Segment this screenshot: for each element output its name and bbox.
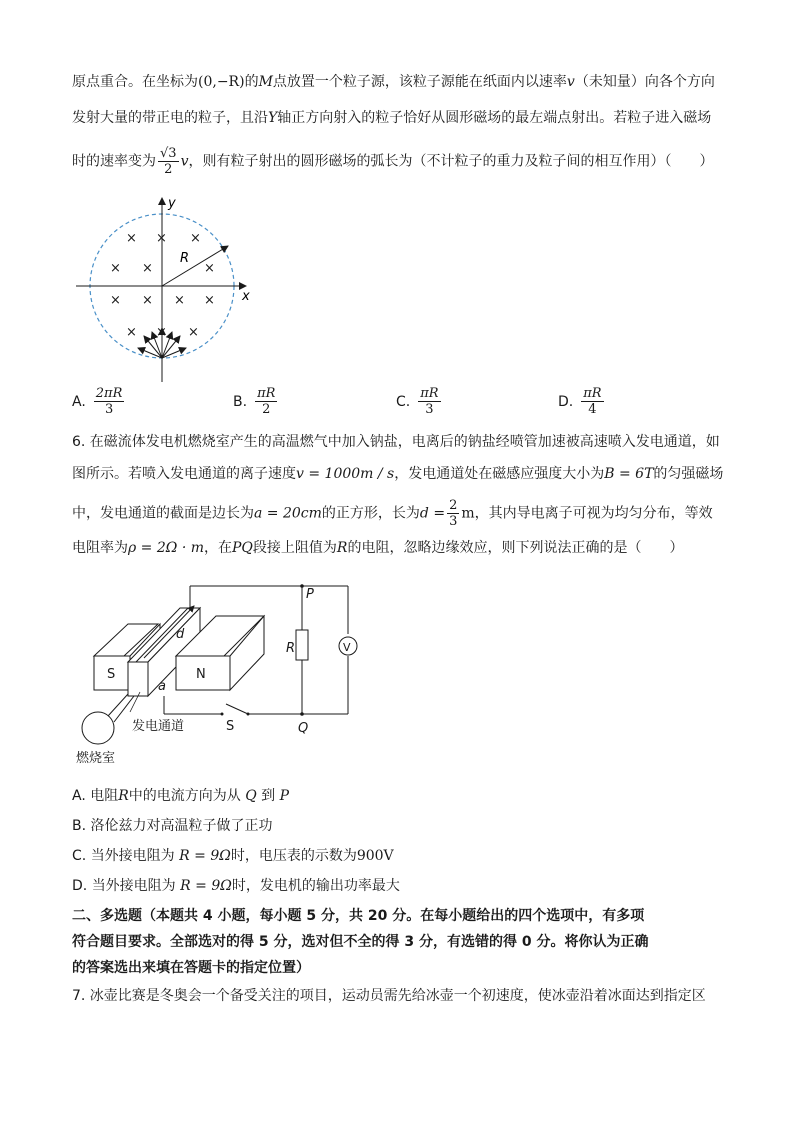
text: 的 <box>244 74 259 90</box>
option-label: B. <box>72 818 87 834</box>
text: （未知量）向各个方向 <box>574 74 715 90</box>
text: 点放置一个粒子源，该粒子源能在纸面内以速率 <box>272 74 567 90</box>
text: 6. 在磁流体发电机燃烧室产生的高温燃气中加入钠盐，电离后的钠盐经喷管加速被高速喷入发电通道，如 <box>72 434 720 450</box>
label-voltmeter: V <box>343 641 351 654</box>
text: ，其内导电离子可视为均匀分布，等效 <box>474 505 713 522</box>
denominator: 3 <box>104 402 114 417</box>
label-r: R <box>286 641 296 656</box>
point-q: Q <box>245 788 257 804</box>
option-label: A. <box>72 788 86 804</box>
text: 符合题目要求。全部选对的得 5 分，选对但不全的得 3 分，有选错的得 0 分。将你认为正确 <box>72 934 649 950</box>
numerator: πR <box>257 386 276 401</box>
cross: × <box>174 293 185 308</box>
cross: × <box>126 325 137 340</box>
text: 段接上阻值为 <box>252 540 337 556</box>
text: 原点重合。在坐标为 <box>72 74 198 90</box>
option-label: D. <box>558 393 574 410</box>
label-x: x <box>242 289 250 304</box>
denominator: 2 <box>164 162 173 177</box>
text: 的匀强磁场 <box>653 466 724 482</box>
text: ，在 <box>204 540 233 556</box>
q6-line-3 <box>72 498 713 529</box>
option-label: C. <box>72 848 87 864</box>
ion-speed: v = 1000m / s <box>296 466 395 482</box>
resistance-value: R = 9Ω <box>179 848 231 864</box>
text: ，发电通道处在磁感应强度大小为 <box>394 466 605 482</box>
option-fraction <box>94 386 125 417</box>
var-r: R <box>336 540 348 556</box>
label-a: a <box>158 679 166 694</box>
resistor-r <box>296 630 308 660</box>
channel-front <box>128 662 148 696</box>
text: 发射大量的带正电的粒子，且沿 <box>72 110 268 126</box>
coordinate: (0,−R) <box>198 74 245 90</box>
text: 时的速率变为 <box>72 153 156 170</box>
axis-y: Y <box>268 110 278 126</box>
q5-option-b[interactable] <box>233 386 279 417</box>
option-label: A. <box>72 393 86 410</box>
section-2-heading-line-2 <box>72 932 648 952</box>
option-label: C. <box>396 393 411 410</box>
q5-line-2 <box>72 108 711 128</box>
resistance-value: R = 9Ω <box>180 878 232 894</box>
text: 当外接电阻为 <box>91 878 176 894</box>
label-s-magnet: S <box>107 667 116 682</box>
q6-line-2 <box>72 464 723 484</box>
nozzle <box>114 696 134 722</box>
switch-contact <box>221 713 224 716</box>
point-m: M <box>258 74 273 90</box>
magnetic-field-figure <box>70 192 260 384</box>
text: 时，电压表的示数为 <box>230 848 357 864</box>
cross: × <box>190 231 201 246</box>
label-switch: S <box>226 719 235 734</box>
text: 时，发电机的输出功率最大 <box>231 878 400 894</box>
switch-contact <box>247 713 250 716</box>
node-p <box>300 584 304 588</box>
cross: × <box>204 293 215 308</box>
length-fraction <box>447 498 459 529</box>
mhd-generator-figure <box>72 572 364 768</box>
option-fraction <box>581 386 603 417</box>
text: 的答案选出来填在答题卡的指定位置） <box>72 960 310 976</box>
label-n-magnet: N <box>196 667 206 682</box>
text: 中的电流方向为从 <box>128 788 241 804</box>
option-label: B. <box>233 393 248 410</box>
q7-line-1 <box>72 986 706 1006</box>
length-var: d = <box>419 505 446 522</box>
q5-line-1 <box>72 72 715 92</box>
label-channel: 发电通道 <box>132 719 185 734</box>
text: 电阻率为 <box>72 540 128 556</box>
q6-option-c[interactable] <box>72 846 394 866</box>
speed-fraction <box>158 146 179 177</box>
q6-option-a[interactable] <box>72 786 289 806</box>
q5-line-3 <box>72 146 713 177</box>
text: 到 <box>261 788 276 804</box>
option-fraction <box>255 386 277 417</box>
label-d: d <box>176 627 185 642</box>
resistivity: ρ = 2Ω · m <box>128 540 205 556</box>
text: 电阻 <box>90 788 119 804</box>
q5-option-c[interactable] <box>396 386 443 417</box>
text: 二、多选题（本题共 4 小题，每小题 5 分，共 20 分。在每小题给出的四个选项中，有多项 <box>72 908 645 924</box>
cross: × <box>156 231 167 246</box>
segment-pq: PQ <box>232 540 253 556</box>
label-r: R <box>180 251 190 266</box>
cross: × <box>126 231 137 246</box>
text: 中，发电通道的截面是边长为 <box>72 505 254 522</box>
text: 轴正方向射入的粒子恰好从圆形磁场的最左端点射出。若粒子进入磁场 <box>277 110 712 126</box>
section-2-heading-line-1 <box>72 906 644 926</box>
nozzle <box>108 694 128 716</box>
q6-line-4 <box>72 538 683 558</box>
section-2-heading-line-3 <box>72 958 310 978</box>
option-label: D. <box>72 878 88 894</box>
cross: × <box>204 261 215 276</box>
numerator: 2 <box>449 498 458 513</box>
text: 图所示。若喷入发电通道的离子速度 <box>72 466 296 482</box>
side-length: a = 20cm <box>254 505 322 522</box>
text: 7. 冰壶比赛是冬奥会一个备受关注的项目，运动员需先给冰壶一个初速度，使冰壶沿着冰面达到指定区 <box>72 988 706 1004</box>
length-unit: m <box>461 505 475 522</box>
cross: × <box>142 261 153 276</box>
combustion-chamber <box>82 712 114 744</box>
denominator: 4 <box>588 402 597 417</box>
cross: × <box>156 325 167 340</box>
numerator: πR <box>583 386 602 401</box>
text: 的正方形，长为 <box>321 505 420 522</box>
denominator: 3 <box>449 514 458 529</box>
text: 的电阻，忽略边缘效应，则下列说法正确的是（ ） <box>347 540 684 556</box>
point-p: P <box>279 788 290 804</box>
text: 当外接电阻为 <box>90 848 175 864</box>
var-v: v <box>566 74 575 90</box>
numerator: 2πR <box>95 386 123 401</box>
q6-line-1 <box>72 432 720 452</box>
q6-option-d[interactable] <box>72 876 400 896</box>
option-fraction <box>418 386 440 417</box>
field-strength: B = 6T <box>604 466 654 482</box>
var-r: R <box>118 788 129 804</box>
numerator: πR <box>420 386 439 401</box>
label-q: Q <box>298 721 309 736</box>
denominator: 3 <box>425 402 434 417</box>
node-q <box>300 712 304 716</box>
numerator: √3 <box>160 146 177 161</box>
text: 洛伦兹力对高温粒子做了正功 <box>90 818 273 834</box>
text: ，则有粒子射出的圆形磁场的弧长为（不计粒子的重力及粒子间的相互作用）（ ） <box>188 153 714 170</box>
voltage-value: 900V <box>356 848 394 864</box>
cross: × <box>188 325 199 340</box>
label-y: y <box>168 196 176 211</box>
cross: × <box>142 293 153 308</box>
particle-source-arrows <box>138 328 186 358</box>
q5-option-a[interactable] <box>72 386 126 417</box>
var-v: v <box>180 153 189 170</box>
label-chamber: 燃烧室 <box>76 751 116 766</box>
switch-blade <box>226 704 248 714</box>
cross: × <box>110 261 121 276</box>
q6-option-b[interactable] <box>72 816 273 836</box>
q5-option-d[interactable] <box>558 386 606 417</box>
denominator: 2 <box>262 402 271 417</box>
label-p: P <box>306 587 314 602</box>
cross: × <box>110 293 121 308</box>
radius-arrow <box>162 246 228 286</box>
